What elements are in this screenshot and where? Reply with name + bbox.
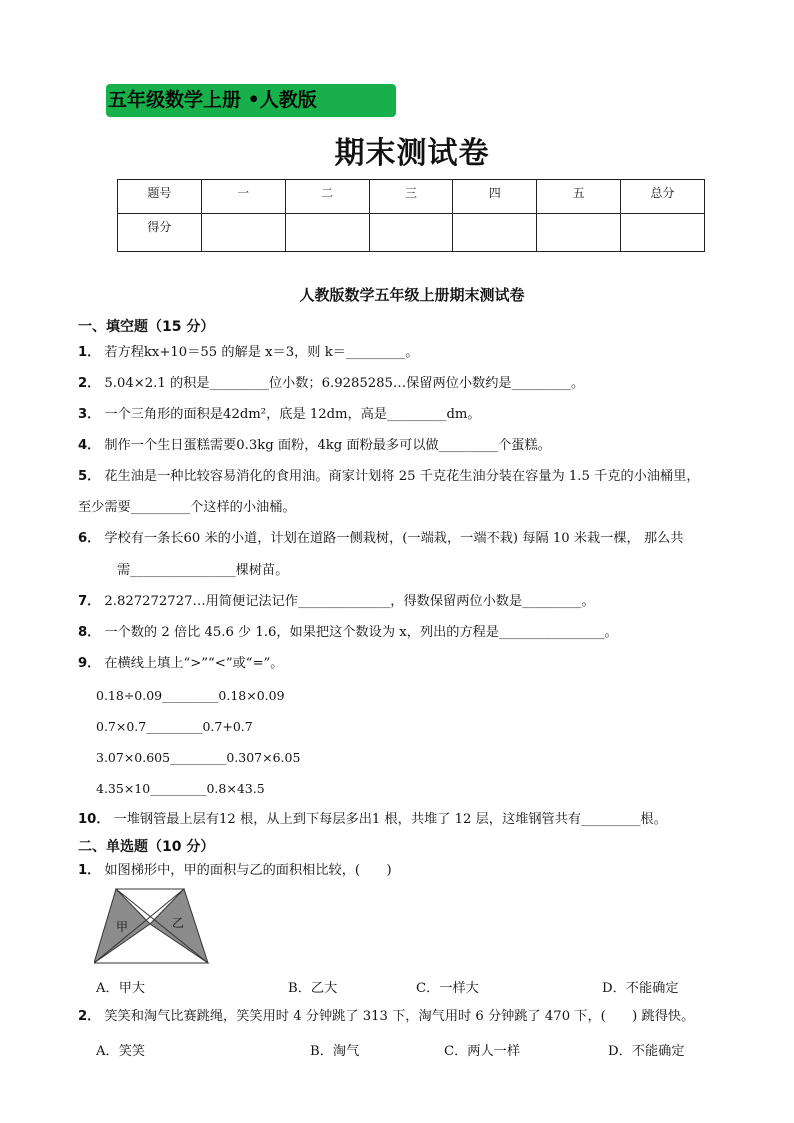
question-text: 如图梯形中，甲的面积与乙的面积相比较，( ) <box>104 863 392 878</box>
score-cell-5: 五 <box>537 180 621 214</box>
question-text: 笑笑和淘气比赛跳绳，笑笑用时 4 分钟跳了 313 下，淘气用时 6 分钟跳了 470 下，( ) 跳得快。 <box>104 1009 695 1024</box>
question-number: 10． <box>78 812 110 827</box>
figure-label-jia: 甲 <box>116 920 129 934</box>
compare-item-1: 0.18÷0.09_________0.18×0.09 <box>96 688 285 703</box>
question-1-6 <box>78 530 684 548</box>
score-cell-4: 四 <box>453 180 537 214</box>
question-1-1 <box>78 344 418 362</box>
score-table-header-row <box>118 180 705 214</box>
option-d[interactable]: D．不能确定 <box>608 1044 685 1059</box>
question-1-3 <box>78 406 481 424</box>
question-1-7 <box>78 593 595 611</box>
question-1-2 <box>78 375 584 393</box>
trapezoid-figure <box>94 887 210 967</box>
compare-item-4: 4.35×10_________0.8×43.5 <box>96 781 265 796</box>
option-d[interactable]: D．不能确定 <box>602 981 679 996</box>
figure-label-yi: 乙 <box>172 916 185 930</box>
question-2-2 <box>78 1008 694 1026</box>
compare-item-2: 0.7×0.7_________0.7+0.7 <box>96 719 253 734</box>
question-2-1 <box>78 862 392 880</box>
compare-item-3: 3.07×0.605_________0.307×6.05 <box>96 750 301 765</box>
score-input-2[interactable] <box>285 214 369 252</box>
question-text: 5.04×2.1 的积是_________位小数；6.9285285…保留两位小数约是_________。 <box>104 376 585 391</box>
question-text: 一堆钢管最上层有12 根，从上到下每层多出1 根，共堆了 12 层，这堆钢管共有_________根。 <box>113 812 667 827</box>
question-number: 9． <box>78 656 101 671</box>
question-number: 2． <box>78 376 101 391</box>
option-a[interactable]: A．笑笑 <box>96 1044 146 1059</box>
score-cell-1: 一 <box>201 180 285 214</box>
question-1-8 <box>78 624 618 642</box>
score-table <box>117 179 705 252</box>
question-1-10 <box>78 811 667 829</box>
score-row-label: 得分 <box>118 214 202 252</box>
question-text: 制作一个生日蛋糕需要0.3kg 面粉，4kg 面粉最多可以做_________个蛋糕。 <box>104 438 551 453</box>
score-input-1[interactable] <box>201 214 285 252</box>
question-text: 一个数的 2 倍比 45.6 少 1.6，如果把这个数设为 x，列出的方程是________________。 <box>104 625 618 640</box>
question-text: 一个三角形的面积是42dm²，底是 12dm，高是_________dm。 <box>104 407 481 422</box>
question-number: 8． <box>78 625 101 640</box>
question-1-5 <box>78 468 700 486</box>
question-1-6-continued: 需________________棵树苗。 <box>117 563 289 578</box>
option-b[interactable]: B．淘气 <box>310 1044 360 1059</box>
question-number: 4． <box>78 438 101 453</box>
section-heading-fill-blank: 一、填空题（15 分） <box>78 319 215 335</box>
question-text: 若方程kx+10＝55 的解是 x＝3，则 k＝_________。 <box>104 345 419 360</box>
question-1-4 <box>78 437 551 455</box>
question-number: 5． <box>78 469 101 484</box>
option-c[interactable]: C．一样大 <box>416 981 479 996</box>
question-text: 花生油是一种比较容易消化的食用油。商家计划将 25 千克花生油分装在容量为 1.5 千克的小油桶里， <box>104 469 700 484</box>
score-table-score-row <box>118 214 705 252</box>
score-input-4[interactable] <box>453 214 537 252</box>
score-cell-3: 三 <box>369 180 453 214</box>
exam-title: 期末测试卷 <box>334 136 490 171</box>
grade-badge: 五年级数学上册 •人教版 <box>106 84 396 117</box>
score-cell-2: 二 <box>285 180 369 214</box>
question-text: 学校有一条长60 米的小道，计划在道路一侧栽树，(一端栽，一端不栽) 每隔 10 米栽一棵， 那么共 <box>104 531 684 546</box>
section-heading-single-choice: 二、单选题（10 分） <box>78 839 215 855</box>
question-text: 2.827272727…用简便记法记作______________，得数保留两位小数是_________。 <box>104 594 595 609</box>
question-text: 在横线上填上“>”“<”或“=”。 <box>104 656 284 671</box>
option-b[interactable]: B．乙大 <box>288 981 338 996</box>
question-number: 6． <box>78 531 101 546</box>
exam-subtitle: 人教版数学五年级上册期末测试卷 <box>299 286 525 304</box>
score-cell-label: 题号 <box>118 180 202 214</box>
option-a[interactable]: A．甲大 <box>96 981 146 996</box>
question-number: 1． <box>78 345 101 360</box>
question-number: 7． <box>78 594 101 609</box>
question-1-5-continued: 至少需要_________个这样的小油桶。 <box>78 500 296 515</box>
question-number: 1． <box>78 863 101 878</box>
question-1-9 <box>78 655 283 673</box>
score-input-5[interactable] <box>537 214 621 252</box>
question-number: 2． <box>78 1009 101 1024</box>
score-cell-total: 总分 <box>621 180 705 214</box>
question-number: 3． <box>78 407 101 422</box>
option-c[interactable]: C．两人一样 <box>444 1044 521 1059</box>
score-input-total[interactable] <box>621 214 705 252</box>
score-input-3[interactable] <box>369 214 453 252</box>
